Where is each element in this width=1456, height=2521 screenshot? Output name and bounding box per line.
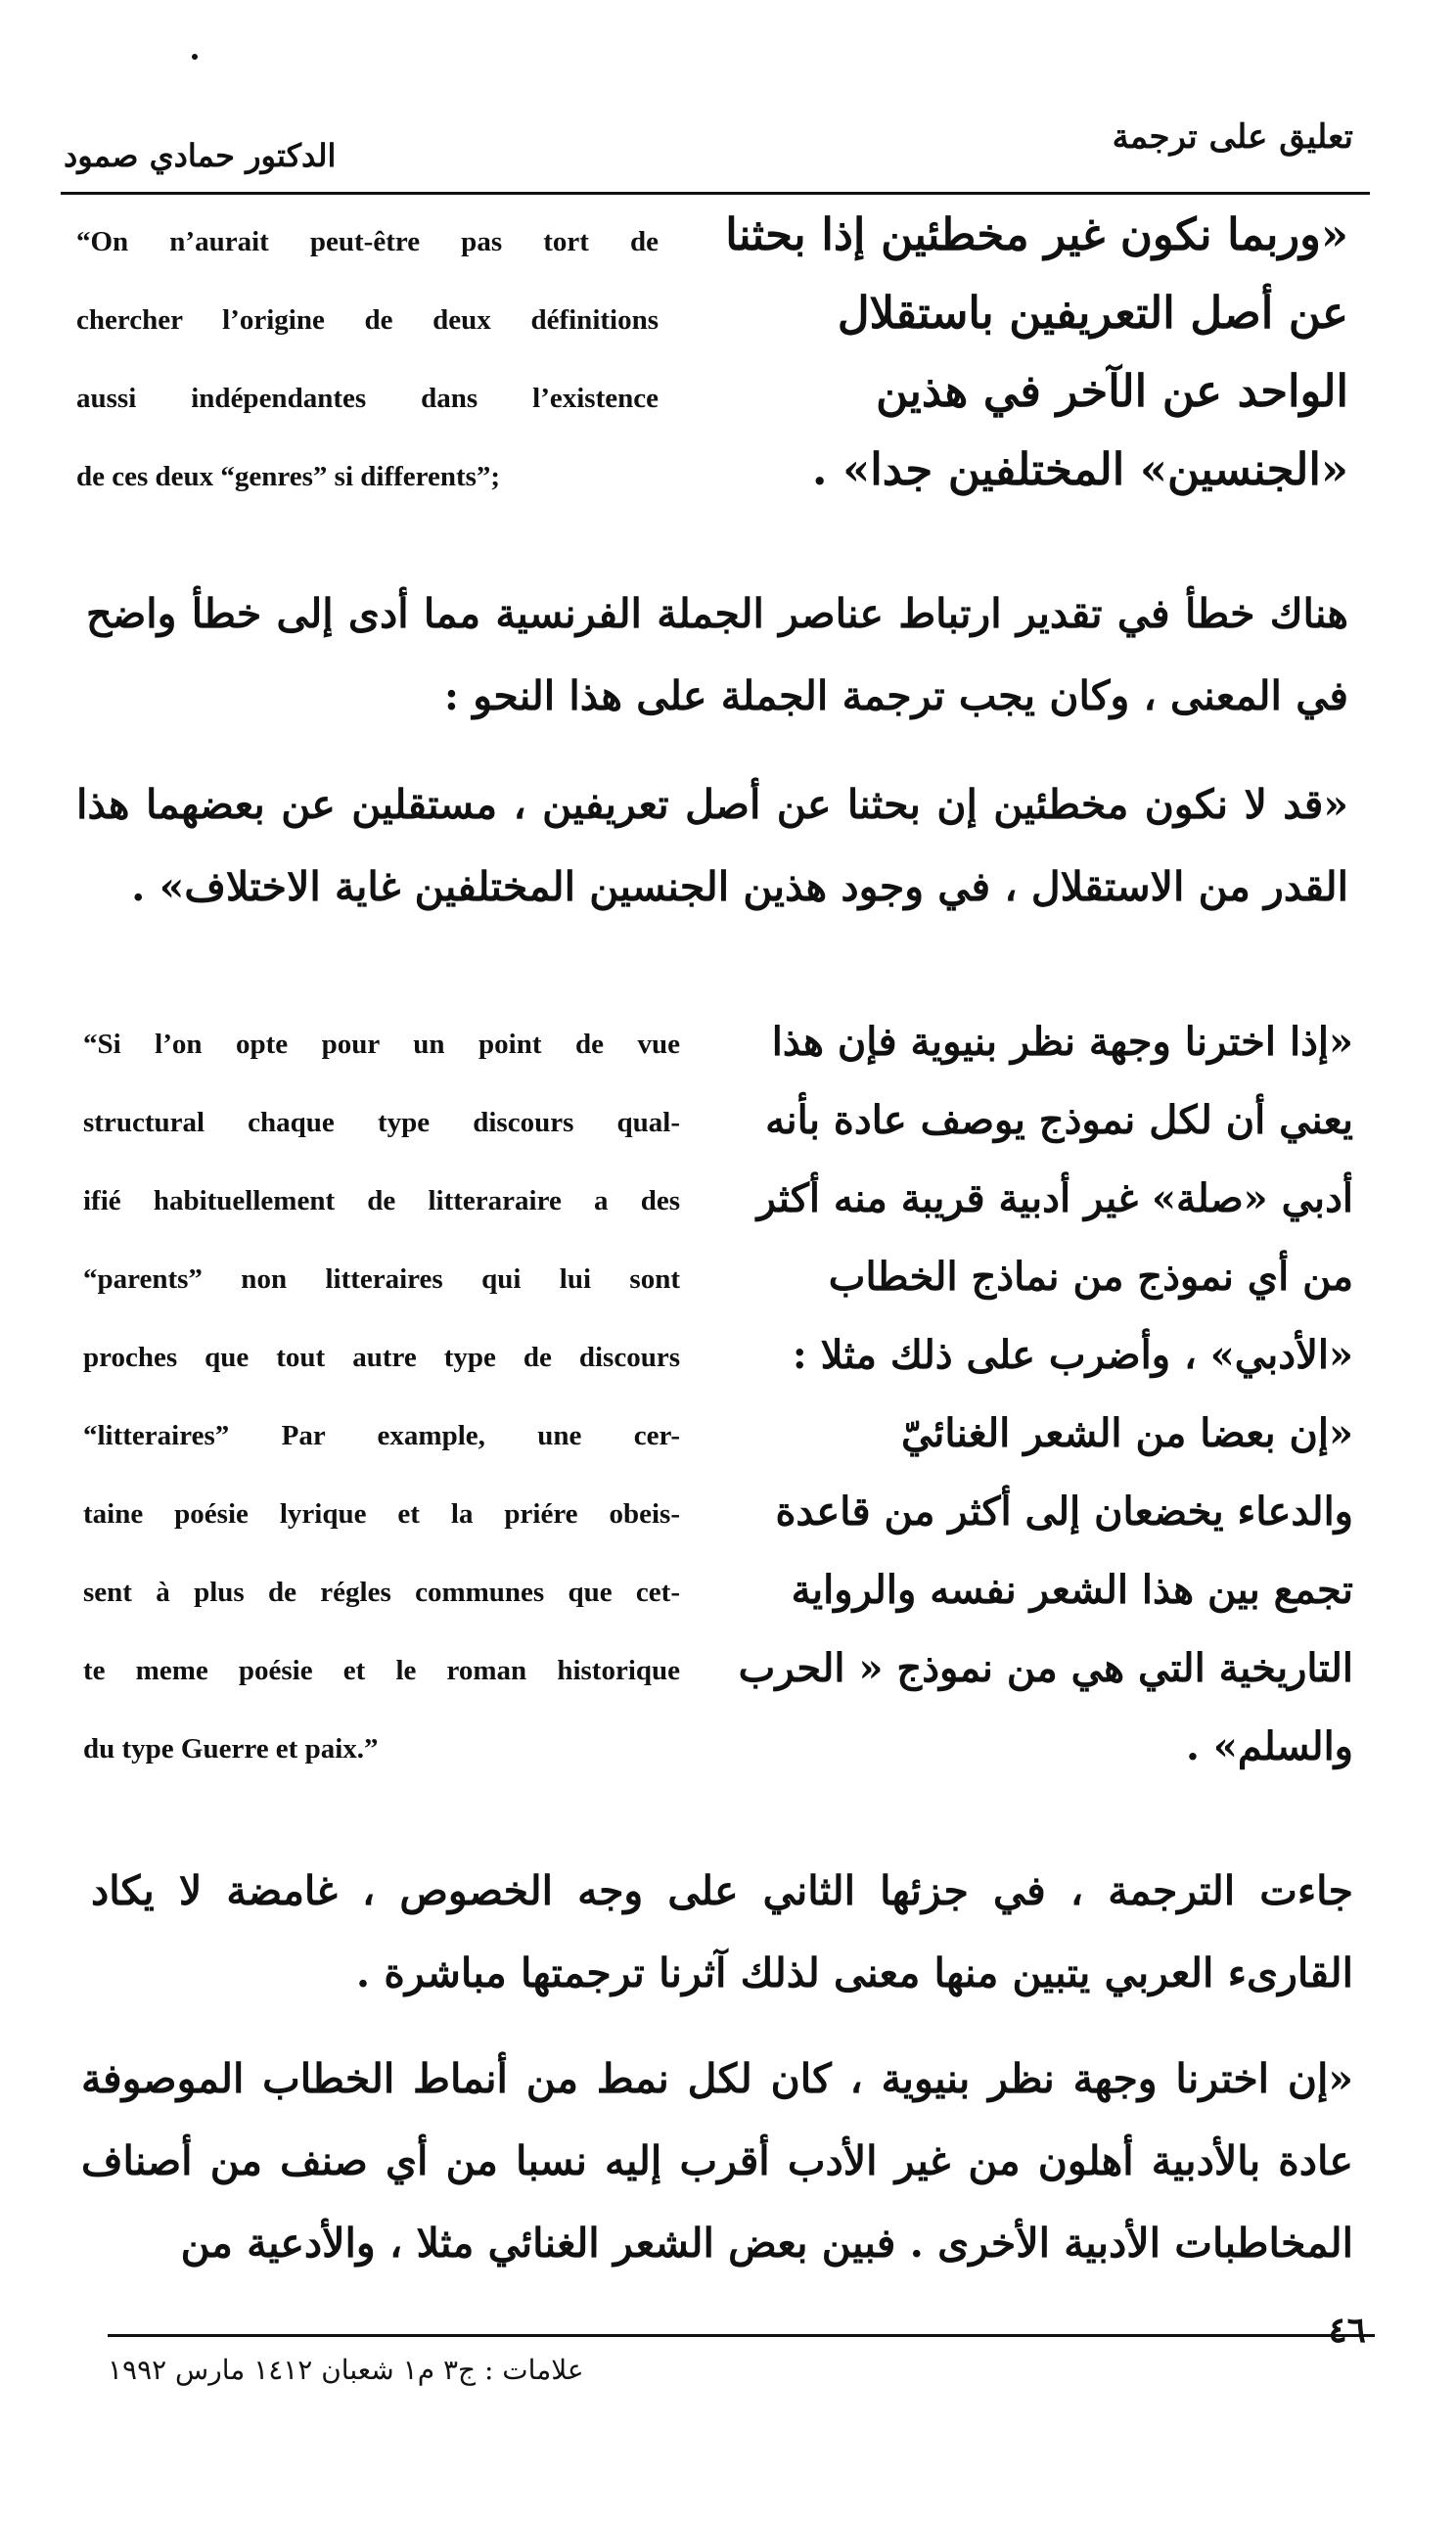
arabic-translation-line: «وربما نكون غير مخطئين إذا بحثنا xyxy=(725,208,1348,260)
french-quote-1 xyxy=(76,203,659,516)
running-header-title: تعليق على ترجمة xyxy=(1112,117,1353,157)
french-quote-line: “parents” non litteraires qui lui sont xyxy=(83,1263,680,1295)
french-quote-line: “litteraires” Par example, une cer- xyxy=(83,1420,680,1451)
arabic-translation-line: عن أصل التعريفين باستقلال xyxy=(837,287,1348,339)
french-quote-line: aussi indépendantes dans l’existence xyxy=(76,383,659,414)
arabic-translation-line: والدعاء يخضعان إلى أكثر من قاعدة xyxy=(775,1489,1353,1535)
arabic-translation-line: «إذا اخترنا وجهة نظر بنيوية فإن هذا xyxy=(771,1019,1353,1065)
commentary-2: جاءت الترجمة ، في جزئها الثاني على وجه الخصوص ، غامضة لا يكاد القارىء العربي يتبين منها معنى لذلك آثرنا ترجمتها مباشرة . xyxy=(91,1867,1353,1996)
french-quote-line: ifié habituellement de litteraraire a des xyxy=(83,1185,680,1216)
arabic-translation-line: والسلم» . xyxy=(1185,1723,1353,1769)
french-quote-line: “On n’aurait peut-être pas tort de xyxy=(76,226,659,257)
french-quote-line: du type Guerre et paix.” xyxy=(83,1733,379,1765)
arabic-translation-line: «إن بعضا من الشعر الغنائيّ xyxy=(900,1410,1353,1456)
arabic-translation-line: «الجنسين» المختلفين جدا» . xyxy=(811,443,1348,495)
commentary-1: هناك خطأ في تقدير ارتباط عناصر الجملة الفرنسية مما أدى إلى خطأ واضح في المعنى ، وكان يجب ترجمة الجملة على هذا النحو : xyxy=(86,590,1348,719)
arabic-translation-line: يعني أن لكل نموذج يوصف عادة بأنه xyxy=(765,1097,1353,1143)
french-quote-line: chercher l’origine de deux définitions xyxy=(76,304,659,336)
french-quote-line: taine poésie lyrique et la priére obeis- xyxy=(83,1498,680,1530)
footer-rule xyxy=(108,2334,1375,2337)
corrected-translation-1: «قد لا نكون مخطئين إن بحثنا عن أصل تعريفين ، مستقلين عن بعضهما هذا القدر من الاستقلال ، في وجود هذين الجنسين المختلفين غاية الاختلاف» . xyxy=(76,781,1348,910)
french-quote-line: proches que tout autre type de discours xyxy=(83,1342,680,1373)
arabic-translation-line: الواحد عن الآخر في هذين xyxy=(876,365,1348,417)
journal-citation: علامات : ج٣ م١ شعبان ١٤١٢ مارس ١٩٩٢ xyxy=(108,2354,584,2386)
arabic-translation-line: تجمع بين هذا الشعر نفسه والرواية xyxy=(791,1567,1353,1613)
french-quote-line: de ces deux “genres” si differents”; xyxy=(76,461,501,492)
arabic-translation-line: التاريخية التي هي من نموذج « الحرب xyxy=(738,1645,1353,1691)
scan-speck xyxy=(192,54,198,60)
arabic-translation-2 xyxy=(737,1003,1353,1786)
running-header-author: الدكتور حمادي صمود xyxy=(64,137,337,174)
french-quote-line: “Si l’on opte pour un point de vue xyxy=(83,1029,680,1060)
corrected-translation-2: «إن اخترنا وجهة نظر بنيوية ، كان لكل نمط من أنماط الخطاب الموصوفة عادة بالأدبية أهلون من غير الأدب أقرب إليه نسبا من أي صنف من أصناف المخاطبات الأدبية الأخرى . فبين بعض الشعر الغنائي مثلا ، والأدعية من xyxy=(81,2055,1353,2267)
arabic-translation-1 xyxy=(725,196,1348,509)
french-quote-2 xyxy=(83,1005,680,1788)
arabic-translation-line: «الأدبي» ، وأضرب على ذلك مثلا : xyxy=(792,1332,1353,1378)
arabic-translation-line: من أي نموذج من نماذج الخطاب xyxy=(828,1254,1353,1300)
page-number: ٤٦ xyxy=(1328,2310,1366,2351)
french-quote-line: te meme poésie et le roman historique xyxy=(83,1655,680,1686)
french-quote-line: structural chaque type discours qual- xyxy=(83,1107,680,1138)
header-rule xyxy=(61,192,1370,195)
french-quote-line: sent à plus de régles communes que cet- xyxy=(83,1577,680,1608)
arabic-translation-line: أدبي «صلة» غير أدبية قريبة منه أكثر xyxy=(756,1175,1353,1221)
